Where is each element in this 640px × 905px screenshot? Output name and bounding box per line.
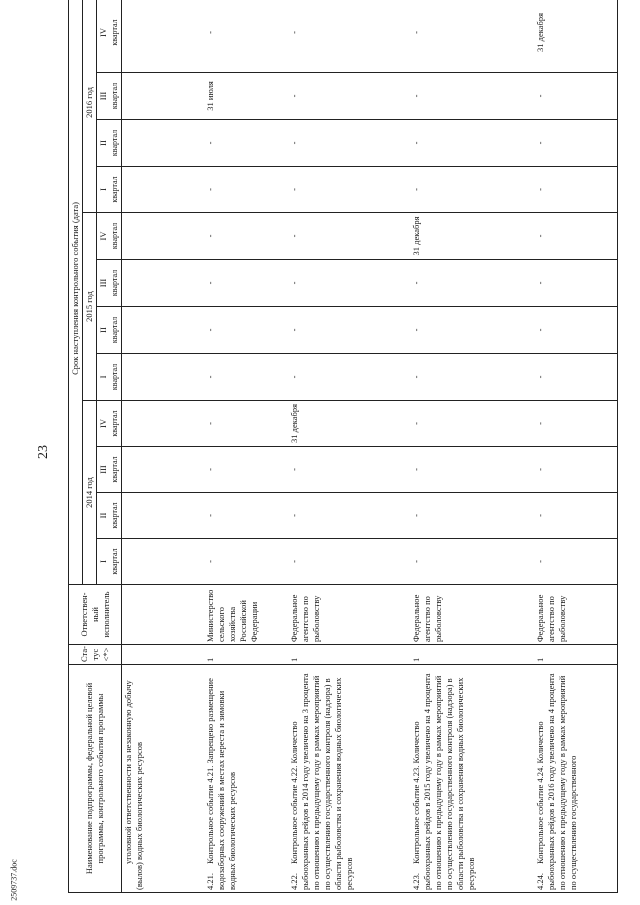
quarter-cell: - [288,0,410,73]
row-executor-cell: Федеральное агентство по рыболовству [288,585,410,645]
quarter-cell: - [410,260,534,307]
quarter-cell: - [534,354,618,401]
rotated-table-container [68,12,628,893]
page-number: 23 [36,445,51,459]
row-executor-cell [122,585,204,645]
quarter-cell: - [288,73,410,120]
quarter-cell: - [204,493,288,539]
header-quarter: III квартал [97,260,122,307]
header-quarter: III квартал [97,73,122,120]
quarter-cell [122,73,204,120]
quarter-cell: - [534,307,618,354]
header-year: 2014 год [83,401,97,585]
header-quarter: I квартал [97,539,122,585]
row-name-cell: уголовной ответственности за незаконную добычу (вылов) водных биологических ресурсов [122,665,204,893]
quarter-cell: - [288,354,410,401]
quarter-cell: - [288,260,410,307]
header-quarter: I квартал [97,167,122,213]
quarter-cell: - [288,493,410,539]
quarter-cell: - [410,167,534,213]
quarter-cell: 31 июля [204,73,288,120]
header-quarter: III квартал [97,447,122,493]
quarter-cell: - [410,120,534,167]
quarter-cell: - [534,447,618,493]
header-quarter: IV квартал [97,401,122,447]
row-name-cell: 4.21.Контрольное событие 4.21. Запрещено размещение водозаборных сооружений в местах нереста и зимовки водных биологических ресурсов [204,665,288,893]
quarter-cell [122,354,204,401]
quarter-cell [122,447,204,493]
table-row [204,0,288,893]
quarter-cell [122,260,204,307]
header-name: Наименование подпрограммы, федеральной целевой программы, контрольного события программы [69,665,122,893]
quarter-cell: - [410,539,534,585]
table-row [288,0,410,893]
quarter-cell: - [410,354,534,401]
quarter-cell: - [410,307,534,354]
row-name-cell: 4.24.Контрольное событие 4.24. Количество рыбоохранных рейдов в 2016 году увеличено на 4 процента по отношению к предыдущему году в рамках мероприятий по осуществлению государственного [534,665,618,893]
quarter-cell: - [410,447,534,493]
control-events-table [68,0,618,893]
quarter-cell: - [288,539,410,585]
quarter-cell: - [410,401,534,447]
header-quarter: II квартал [97,493,122,539]
row-status-cell: 1 [288,645,410,665]
header-quarter: IV квартал [97,0,122,73]
quarter-cell: - [288,213,410,260]
quarter-cell: - [204,447,288,493]
quarter-cell: - [534,73,618,120]
row-executor-cell: Федеральное агентство по рыболовству [534,585,618,645]
quarter-cell: - [204,0,288,73]
quarter-cell: - [410,73,534,120]
header-quarter: I квартал [97,354,122,401]
header-quarter: II квартал [97,307,122,354]
quarter-cell: - [204,213,288,260]
quarter-cell: 31 декабря [410,213,534,260]
row-status-cell [122,645,204,665]
header-deadline: Срок наступления контрольного события (дата) [69,0,83,585]
table-body [122,0,618,893]
quarter-cell: 31 декабря [288,401,410,447]
quarter-cell: - [204,539,288,585]
quarter-cell: - [288,307,410,354]
header-quarter: IV квартал [97,213,122,260]
quarter-cell [122,213,204,260]
row-executor-cell: Министерство сельского хозяйства Российской Федерации [204,585,288,645]
row-status-cell: 1 [534,645,618,665]
quarter-cell: - [410,0,534,73]
quarter-cell [122,0,204,73]
quarter-cell: - [534,539,618,585]
quarter-cell [122,539,204,585]
row-name-cell: 4.23.Контрольное событие 4.23. Количество рыбоохранных рейдов в 2015 году увеличено на 4 процента по отношению к предыдущему году в рамках мероприятий по осуществлению государственного контроля (надзора) в области рыболовства и сохранения водных биологических ресурсов [410,665,534,893]
quarter-cell [122,493,204,539]
quarter-cell: - [204,307,288,354]
quarter-cell: - [534,260,618,307]
quarter-cell: - [288,167,410,213]
table-row [122,0,204,893]
quarter-cell [122,307,204,354]
row-executor-cell: Федеральное агентство по рыболовству [410,585,534,645]
row-status-cell: 1 [410,645,534,665]
table-row [534,0,618,893]
quarter-cell: - [410,493,534,539]
header-status: Ста-тус <*> [69,645,122,665]
quarter-cell: - [288,120,410,167]
quarter-cell: 31 декабря [534,0,618,73]
quarter-cell: - [534,213,618,260]
header-quarter: II квартал [97,120,122,167]
footer-file-name: 2509737.doc [9,859,19,901]
quarter-cell: - [204,167,288,213]
quarter-cell: - [204,354,288,401]
quarter-cell: - [534,120,618,167]
row-status-cell: 1 [204,645,288,665]
row-name-cell: 4.22.Контрольное событие 4.22. Количество рыбоохранных рейдов в 2014 году увеличено на 3 процента по отношению к предыдущему году в рамках мероприятий по осуществлению государственного контроля (надзора) в области рыболовства и сохранения водных биологических ресурсов [288,665,410,893]
table-header [69,0,122,893]
table-row [410,0,534,893]
quarter-cell: - [534,401,618,447]
quarter-cell [122,167,204,213]
quarter-cell: - [534,493,618,539]
quarter-cell [122,401,204,447]
quarter-cell: - [204,401,288,447]
quarter-cell: - [204,120,288,167]
header-executor: Ответствен-ный исполнитель [69,585,122,645]
header-year: 2015 год [83,213,97,401]
header-year: 2016 год [83,0,97,213]
quarter-cell [122,120,204,167]
quarter-cell: - [204,260,288,307]
quarter-cell: - [534,167,618,213]
quarter-cell: - [288,447,410,493]
